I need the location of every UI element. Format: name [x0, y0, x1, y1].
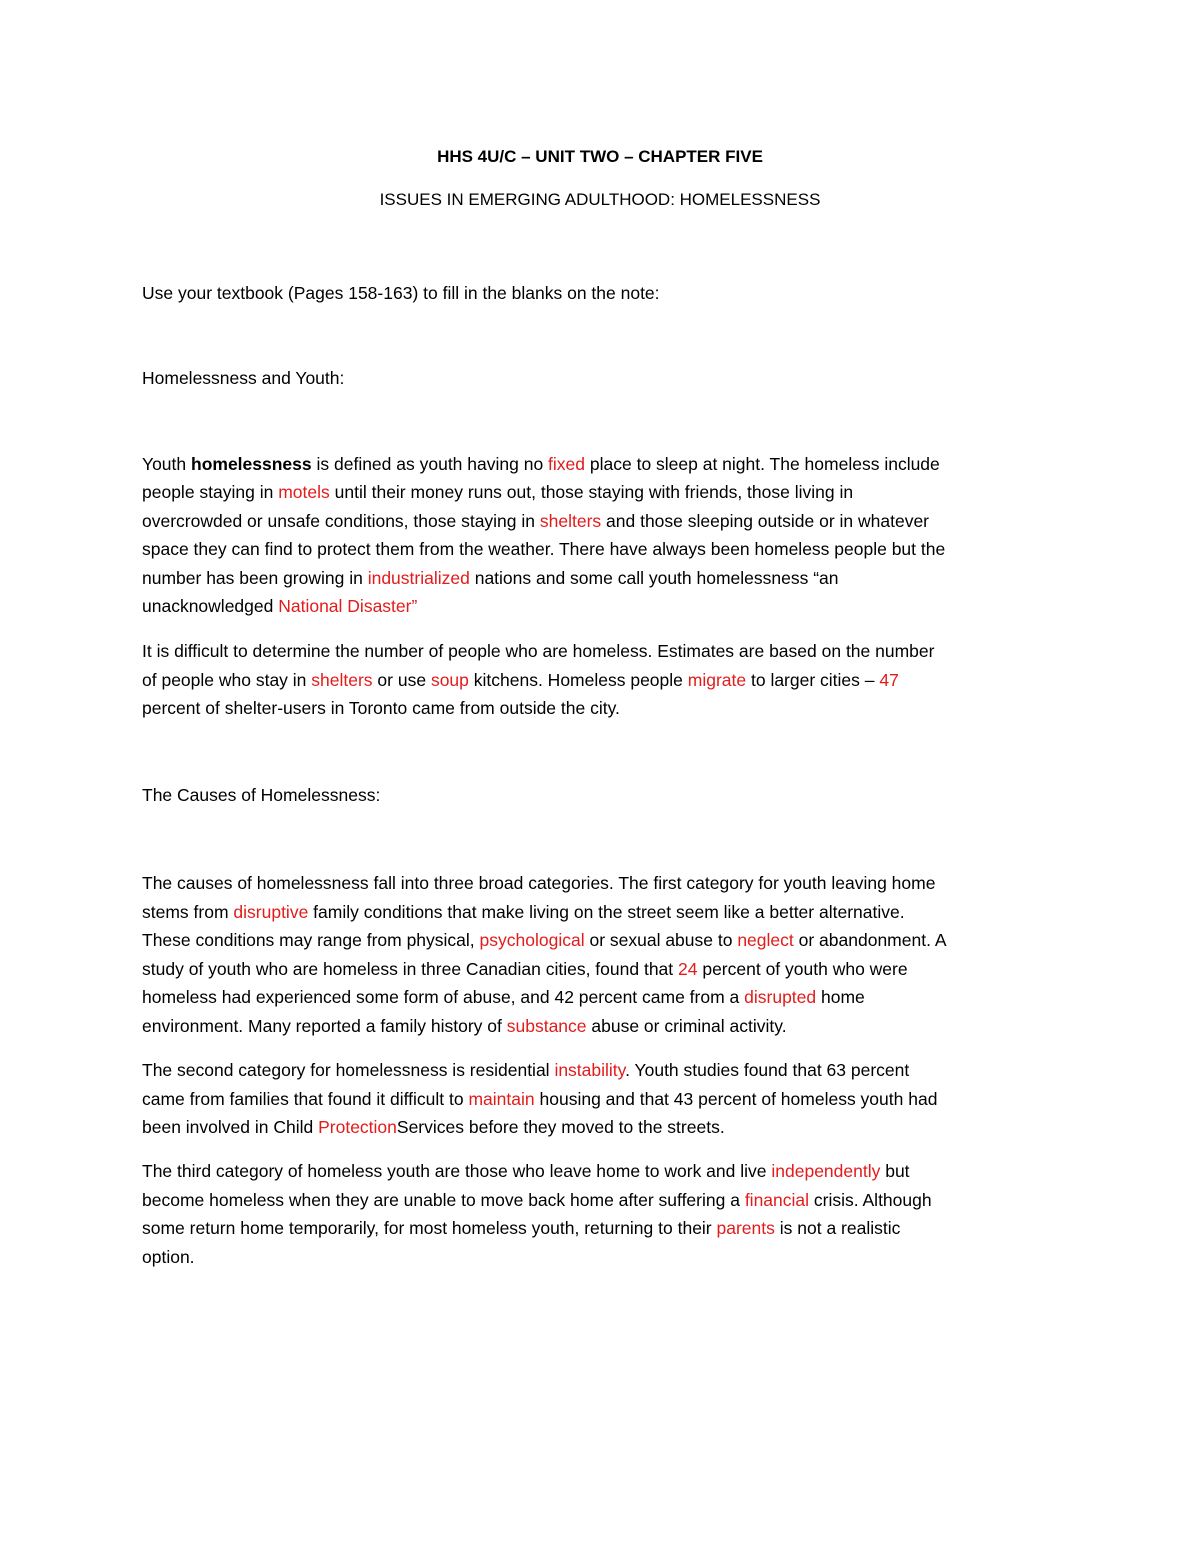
paragraph-line	[142, 697, 620, 719]
instructions: Use your textbook (Pages 158-163) to fill in the blanks on the note:	[142, 283, 660, 303]
text-run: or use	[372, 670, 431, 690]
text-run: been involved in Child	[142, 1117, 319, 1137]
key-term: homelessness	[191, 454, 312, 474]
text-run: abuse or criminal activity.	[586, 1016, 787, 1036]
paragraph-line	[142, 1160, 910, 1182]
text-run: or sexual abuse to	[584, 930, 738, 950]
paragraph-line	[142, 595, 417, 617]
fill-in-answer: migrate	[687, 670, 751, 690]
fill-in-answer: psychological	[479, 930, 585, 950]
paragraph-line	[142, 872, 935, 894]
fill-in-answer: soup	[430, 670, 469, 690]
fill-in-answer: disrupted	[744, 987, 817, 1007]
paragraph-line	[142, 1246, 195, 1268]
fill-in-answer: 24	[678, 959, 698, 979]
text-run: unacknowledged	[142, 596, 279, 616]
fill-in-answer: shelters	[539, 511, 602, 531]
paragraph-line	[142, 640, 934, 662]
paragraph-line	[142, 510, 929, 532]
text-run: people staying in	[142, 482, 279, 502]
paragraph-line	[142, 1189, 932, 1211]
text-run: Youth	[142, 454, 191, 474]
text-run: but	[880, 1161, 910, 1181]
fill-in-answer: financial	[744, 1190, 810, 1210]
fill-in-answer: motels	[278, 482, 330, 502]
paragraph-line	[142, 1015, 787, 1037]
section-heading-causes: The Causes of Homelessness:	[142, 785, 381, 805]
text-run: family conditions that make living on the street seem like a better alternative.	[308, 902, 905, 922]
paragraph-line	[142, 538, 945, 560]
section-heading-youth: Homelessness and Youth:	[142, 368, 345, 388]
text-run: home	[816, 987, 865, 1007]
text-run: These conditions may range from physical,	[142, 930, 480, 950]
text-run: until their money runs out, those staying with friends, those living in	[329, 482, 854, 502]
fill-in-answer: shelters	[311, 670, 373, 690]
fill-in-answer: substance	[506, 1016, 587, 1036]
text-run: The causes of homelessness fall into three broad categories. The first category for youth leaving home	[142, 873, 936, 893]
paragraph-line	[142, 1116, 725, 1138]
text-run: kitchens. Homeless people	[468, 670, 688, 690]
fill-in-answer: independently	[771, 1161, 881, 1181]
paragraph-line	[142, 567, 839, 589]
text-run: become homeless when they are unable to move back home after suffering a	[142, 1190, 745, 1210]
text-run: of people who stay in	[142, 670, 312, 690]
paragraph-line	[142, 929, 947, 951]
text-run: crisis. Although	[809, 1190, 932, 1210]
fill-in-answer: instability	[554, 1060, 626, 1080]
text-run: nations and some call youth homelessness “an	[469, 568, 839, 588]
text-run: The third category of homeless youth are those who leave home to work and live	[142, 1161, 772, 1181]
paragraph-line	[142, 901, 905, 923]
fill-in-answer: maintain	[468, 1089, 535, 1109]
text-run: option.	[142, 1247, 195, 1267]
text-run: environment. Many reported a family history of	[142, 1016, 507, 1036]
text-run: It is difficult to determine the number of people who are homeless. Estimates are based on the number	[142, 641, 935, 661]
document-subtitle: ISSUES IN EMERGING ADULTHOOD: HOMELESSNESS	[379, 190, 821, 209]
text-run: and those sleeping outside or in whatever	[601, 511, 930, 531]
paragraph-line	[142, 986, 865, 1008]
document-title: HHS 4U/C – UNIT TWO – CHAPTER FIVE	[437, 147, 763, 166]
fill-in-answer: Protection	[318, 1117, 397, 1137]
text-run: is defined as youth having no	[311, 454, 549, 474]
text-run: place to sleep at night. The homeless include	[585, 454, 940, 474]
text-run: The second category for homelessness is residential	[142, 1060, 555, 1080]
paragraph-line	[142, 453, 940, 475]
paragraph-line	[142, 1088, 937, 1110]
text-run: percent of youth who were	[697, 959, 908, 979]
fill-in-answer: fixed	[548, 454, 586, 474]
text-run: or abandonment. A	[793, 930, 947, 950]
text-run: is not a realistic	[774, 1218, 901, 1238]
text-run: to larger cities –	[750, 670, 880, 690]
paragraph-line	[142, 958, 908, 980]
text-run: percent of shelter-users in Toronto came from outside the city.	[142, 698, 620, 718]
text-run: some return home temporarily, for most homeless youth, returning to their	[142, 1218, 717, 1238]
paragraph-line	[142, 481, 853, 503]
text-run: Services before they moved to the streets.	[396, 1117, 725, 1137]
fill-in-answer: disruptive	[233, 902, 309, 922]
fill-in-answer: neglect	[737, 930, 794, 950]
text-run: space they can find to protect them from the weather. There have always been homeless people but the	[142, 539, 946, 559]
paragraph-line	[142, 1059, 909, 1081]
fill-in-answer: National Disaster”	[278, 596, 418, 616]
fill-in-answer: parents	[716, 1218, 775, 1238]
paragraph-line	[142, 669, 899, 691]
text-run: stems from	[142, 902, 234, 922]
text-run: number has been growing in	[142, 568, 368, 588]
text-run: housing and that 43 percent of homeless youth had	[534, 1089, 938, 1109]
text-run: homeless had experienced some form of abuse, and 42 percent came from a	[142, 987, 745, 1007]
text-run: study of youth who are homeless in three Canadian cities, found that	[142, 959, 679, 979]
text-run: . Youth studies found that 63 percent	[625, 1060, 910, 1080]
fill-in-answer: 47	[879, 670, 899, 690]
text-run: came from families that found it difficult to	[142, 1089, 469, 1109]
paragraph-line	[142, 1217, 900, 1239]
fill-in-answer: industrialized	[367, 568, 470, 588]
text-run: overcrowded or unsafe conditions, those staying in	[142, 511, 540, 531]
